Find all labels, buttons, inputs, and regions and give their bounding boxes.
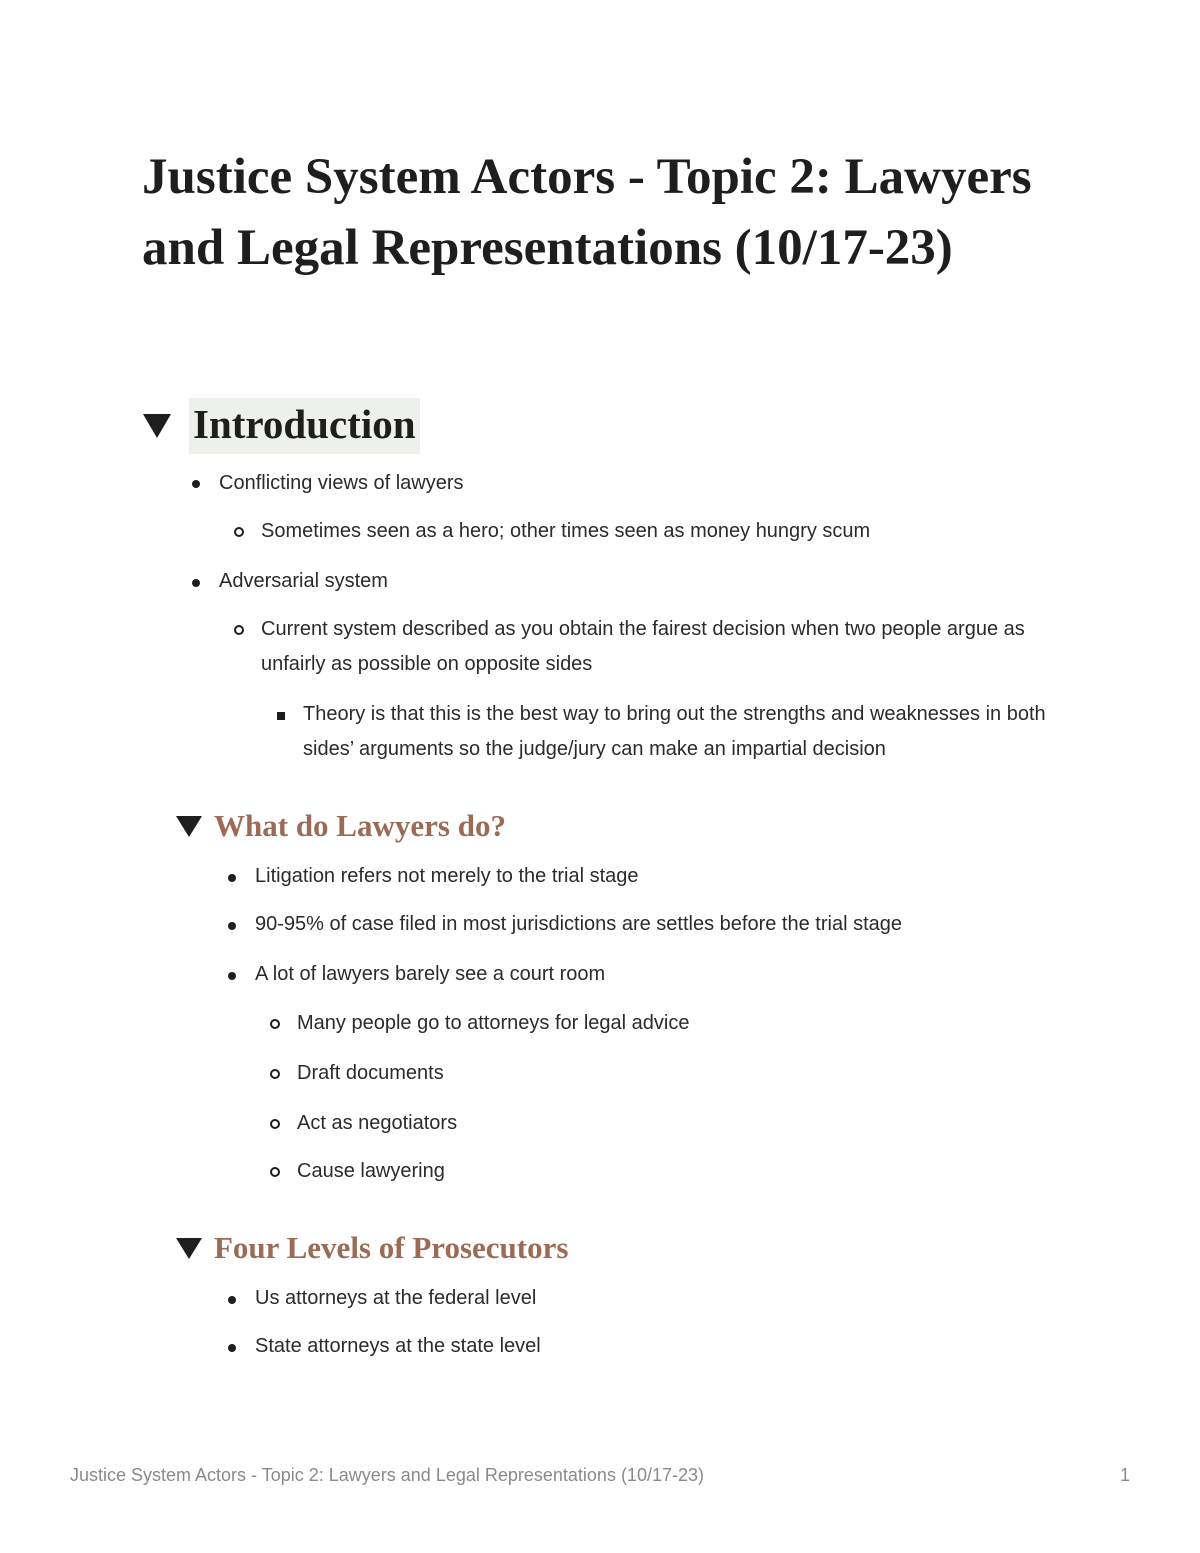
bullet-disc-icon	[228, 874, 236, 882]
bullet-circle-icon	[234, 625, 244, 635]
bullet-disc-icon	[192, 480, 200, 488]
bullet-disc-icon	[228, 1344, 236, 1352]
list-item: Theory is that this is the best way to bring out the strengths and weaknesses in both sides’ arguments so the judge/jury can make an impartial decision	[303, 703, 1046, 760]
bullet-circle-icon	[234, 527, 244, 537]
toggle-what-do-lawyers-do[interactable]	[176, 806, 506, 846]
page-number: 1	[1119, 1465, 1130, 1485]
page-footer: Justice System Actors - Topic 2: Lawyers and Legal Representations (10/17-23)	[70, 1465, 704, 1485]
list-item: Litigation refers not merely to the trial stage	[255, 865, 639, 887]
list-item: A lot of lawyers barely see a court room	[255, 963, 606, 985]
list-item: Conflicting views of lawyers	[219, 472, 464, 494]
list-item: Current system described as you obtain the fairest decision when two people argue as unfairly as possible on opposite sides	[261, 618, 1025, 675]
list-item: 90-95% of case filed in most jurisdictions are settles before the trial stage	[255, 913, 902, 935]
list-item: Draft documents	[297, 1062, 444, 1084]
bullet-square-icon	[277, 712, 285, 720]
heading-introduction: Introduction	[189, 398, 420, 454]
bullet-disc-icon	[192, 579, 200, 587]
bullet-circle-icon	[270, 1119, 280, 1129]
heading-what-do-lawyers-do: What do Lawyers do?	[214, 808, 506, 843]
toggle-introduction[interactable]	[143, 398, 420, 454]
page-title: Justice System Actors - Topic 2: Lawyers and Legal Representations (10/17-23)	[142, 149, 1032, 276]
heading-four-levels-of-prosecutors: Four Levels of Prosecutors	[214, 1230, 569, 1265]
bullet-disc-icon	[228, 972, 236, 980]
list-item: State attorneys at the state level	[255, 1335, 541, 1357]
toggle-triangle-icon[interactable]	[143, 414, 171, 438]
list-item: Act as negotiators	[297, 1112, 458, 1134]
list-item: Sometimes seen as a hero; other times seen as money hungry scum	[261, 520, 871, 542]
bullet-circle-icon	[270, 1069, 280, 1079]
toggle-triangle-icon[interactable]	[176, 1238, 202, 1259]
bullet-disc-icon	[228, 922, 236, 930]
list-item: Adversarial system	[219, 570, 388, 592]
toggle-four-levels-of-prosecutors[interactable]	[176, 1228, 568, 1268]
bullet-circle-icon	[270, 1019, 280, 1029]
list-item: Us attorneys at the federal level	[255, 1287, 537, 1309]
list-item: Cause lawyering	[297, 1160, 445, 1182]
bullet-disc-icon	[228, 1296, 236, 1304]
bullet-circle-icon	[270, 1167, 280, 1177]
toggle-triangle-icon[interactable]	[176, 816, 202, 837]
list-item: Many people go to attorneys for legal advice	[297, 1012, 690, 1034]
